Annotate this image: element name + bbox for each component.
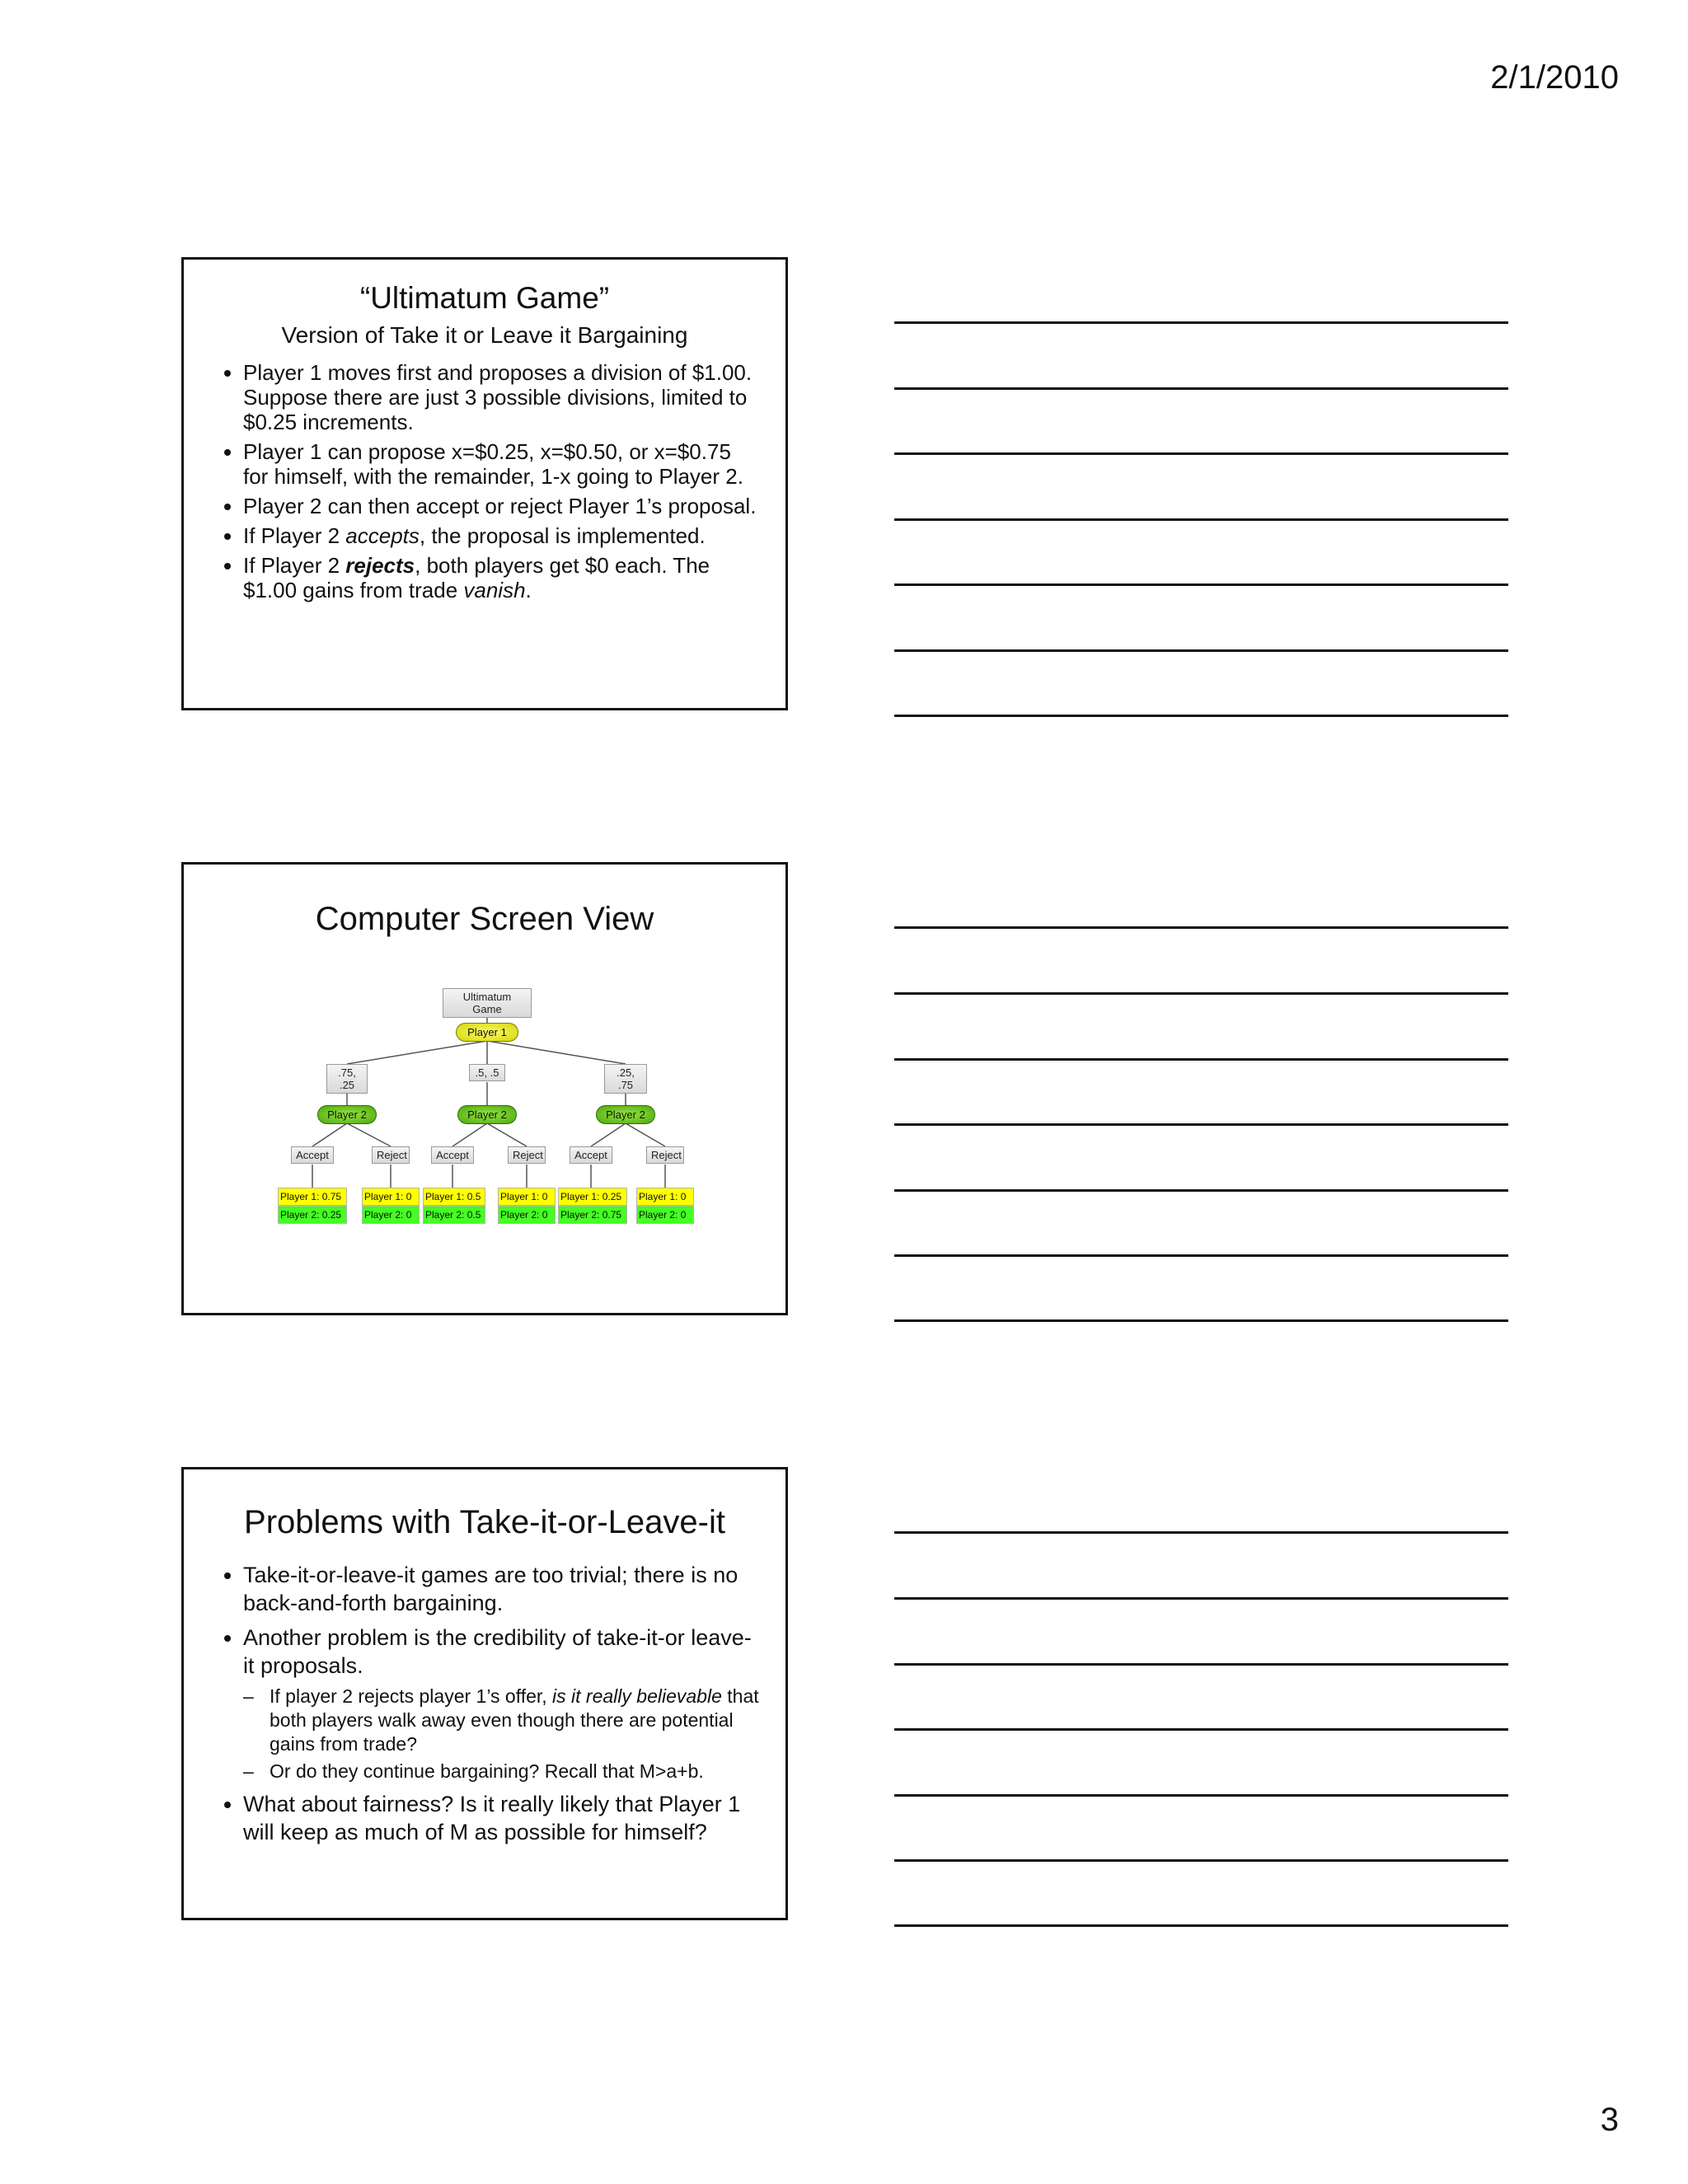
proposal-node: .5, .5 [469, 1064, 505, 1081]
note-line [894, 387, 1508, 390]
page-number: 3 [1600, 2102, 1619, 2138]
sub-bullet-item [243, 1685, 761, 1756]
bullet-text: If Player 2 [243, 553, 346, 578]
payoff-player1: Player 1: 0.5 [423, 1188, 485, 1206]
payoff-player2: Player 2: 0.75 [558, 1206, 627, 1224]
slide-title: Computer Screen View [315, 901, 654, 937]
payoff-box [636, 1188, 694, 1224]
note-line [894, 1924, 1508, 1927]
bullet-item: • Player 1 moves first and proposes a division of $1.00. Suppose there are just 3 possible divisions, limited to $0.25 increments. [243, 360, 761, 434]
sub-bullet-item: – Or do they continue bargaining? Recall that M>a+b. [243, 1760, 761, 1783]
payoff-player2: Player 2: 0 [636, 1206, 694, 1224]
bullet-item: • Player 2 can then accept or reject Player 1’s proposal. [243, 494, 761, 518]
note-line [894, 321, 1508, 324]
note-line [894, 1597, 1508, 1600]
slide-problems [181, 1467, 788, 1920]
proposal-node: .75, .25 [326, 1064, 368, 1094]
payoff-box [423, 1188, 485, 1224]
payoff-box [498, 1188, 556, 1224]
root-node: Ultimatum Game [443, 988, 532, 1018]
player2-node: Player 2 [596, 1105, 655, 1124]
note-line [894, 1189, 1508, 1192]
reject-node: Reject [646, 1146, 684, 1164]
slide-title: “Ultimatum Game” [359, 281, 610, 315]
slide-ultimatum-game [181, 257, 788, 710]
player2-node: Player 2 [317, 1105, 377, 1124]
payoff-player2: Player 2: 0 [362, 1206, 420, 1224]
emphasis-vanish: vanish [463, 578, 526, 602]
note-line [894, 1663, 1508, 1666]
bullet-text: , the proposal is implemented. [419, 523, 706, 548]
payoff-player1: Player 1: 0 [498, 1188, 556, 1206]
payoff-player2: Player 2: 0.25 [278, 1206, 347, 1224]
note-line [894, 1319, 1508, 1322]
note-line [894, 1058, 1508, 1061]
sub-bullet-list [243, 1685, 761, 1783]
bullet-text: Another problem is the credibility of take-it-or leave-it proposals. [243, 1625, 752, 1678]
note-line [894, 452, 1508, 455]
note-line [894, 1123, 1508, 1126]
bullet-item [243, 553, 761, 602]
proposal-node: .25, .75 [604, 1064, 647, 1094]
note-line [894, 926, 1508, 929]
sub-bullet-text: that both players walk away even though there are potential gains from trade? [270, 1685, 759, 1755]
payoff-player1: Player 1: 0 [362, 1188, 420, 1206]
bullet-list [184, 1561, 785, 1846]
bullet-item: • Take-it-or-leave-it games are too trivial; there is no back-and-forth bargaining. [243, 1561, 761, 1617]
bullet-list [184, 360, 785, 602]
payoff-box [558, 1188, 627, 1224]
bullet-text: , both players get $0 each. The $1.00 gains from trade [243, 553, 710, 602]
note-line [894, 992, 1508, 995]
note-line [894, 583, 1508, 586]
sub-bullet-text: If player 2 rejects player 1’s offer, [270, 1685, 553, 1707]
payoff-player2: Player 2: 0.5 [423, 1206, 485, 1224]
note-line [894, 1531, 1508, 1534]
note-line [894, 518, 1508, 521]
emphasis-accepts: accepts [345, 523, 420, 548]
note-line [894, 649, 1508, 652]
note-line [894, 1859, 1508, 1862]
reject-node: Reject [508, 1146, 546, 1164]
accept-node: Accept [291, 1146, 334, 1164]
payoff-player1: Player 1: 0 [636, 1188, 694, 1206]
bullet-item: • Player 1 can propose x=$0.25, x=$0.50, or x=$0.75 for himself, with the remainder, 1-x going to Player 2. [243, 439, 761, 489]
payoff-player1: Player 1: 0.75 [278, 1188, 347, 1206]
note-line [894, 1728, 1508, 1731]
payoff-box [278, 1188, 347, 1224]
payoff-player1: Player 1: 0.25 [558, 1188, 627, 1206]
player2-node: Player 2 [457, 1105, 517, 1124]
accept-node: Accept [431, 1146, 474, 1164]
bullet-text: . [525, 578, 532, 602]
bullet-item [243, 523, 761, 548]
header-date: 2/1/2010 [1490, 59, 1619, 96]
note-line [894, 715, 1508, 717]
bullet-text: If Player 2 [243, 523, 346, 548]
reject-node: Reject [372, 1146, 410, 1164]
payoff-player2: Player 2: 0 [498, 1206, 556, 1224]
bullet-item: • What about fairness? Is it really likely that Player 1 will keep as much of M as possible for himself? [243, 1790, 761, 1846]
note-line [894, 1254, 1508, 1257]
payoff-box [362, 1188, 420, 1224]
slide-subtitle: Version of Take it or Leave it Bargaining [281, 322, 688, 348]
note-line [894, 1794, 1508, 1797]
game-tree [281, 982, 693, 1245]
emphasis-rejects: rejects [345, 553, 415, 578]
bullet-item [243, 1624, 761, 1783]
accept-node: Accept [570, 1146, 612, 1164]
emphasis-believable: is it really believable [552, 1685, 722, 1707]
slide-title: Problems with Take-it-or-Leave-it [244, 1504, 725, 1540]
slide-computer-screen-view [181, 862, 788, 1315]
player1-node: Player 1 [456, 1023, 518, 1042]
